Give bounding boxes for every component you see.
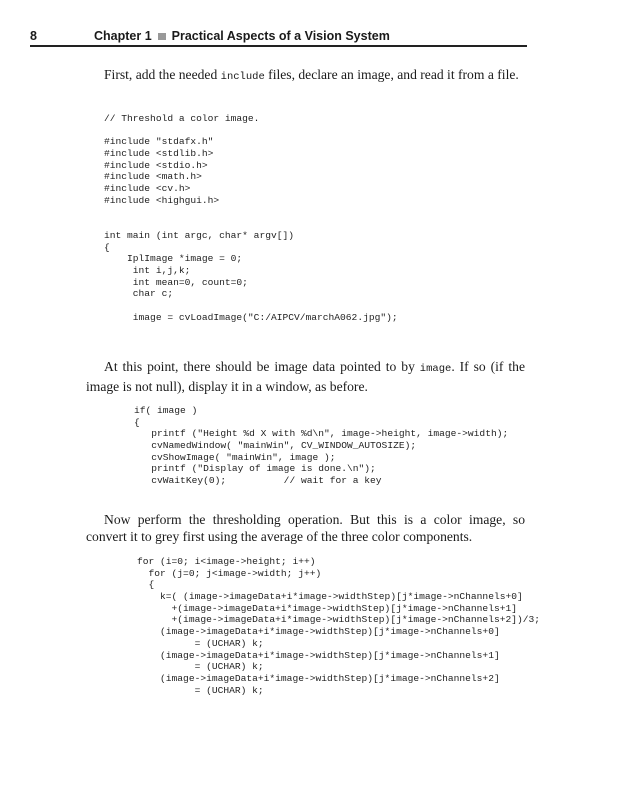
code-line: printf ("Display of image is done.\n"); (134, 463, 376, 475)
code-line (104, 218, 398, 230)
paragraph-2-text-before: At this point, there should be image data pointed to by (104, 359, 420, 374)
code-line: = (UCHAR) k; (137, 637, 264, 649)
code-line: image = cvLoadImage("C:/AIPCV/marchA062.jpg"); (104, 311, 398, 323)
code-line: cvNamedWindow( "mainWin", CV_WINDOW_AUTOSIZE); (134, 440, 417, 452)
code-block-3 (137, 556, 540, 696)
paragraph-1-text-after: files, declare an image, and read it from a file. (264, 67, 519, 82)
code-line: #include "stdafx.h" (104, 136, 214, 148)
code-line: { (134, 416, 140, 428)
paragraph-2 (86, 358, 525, 395)
code-line: // Threshold a color image. (104, 113, 260, 124)
code-line: int i,j,k; (104, 264, 191, 276)
code-line: = (UCHAR) k; (137, 684, 264, 696)
code-line: IplImage *image = 0; (104, 253, 243, 265)
code-block-2 (134, 405, 508, 487)
paragraph-3 (86, 511, 525, 545)
paragraph-2-text-after: . If so (if the image is not null), display it in a window, as before. (86, 359, 525, 394)
page-number: 8 (30, 29, 37, 43)
code-line: if( image ) (134, 405, 198, 416)
code-line: int mean=0, count=0; (104, 276, 248, 288)
inline-code-include: include (220, 71, 265, 83)
code-line: for (i=0; i<image->height; i++) (137, 556, 316, 567)
code-line: +(image->imageData+i*image->widthStep)[j*image->nChannels+1] (137, 602, 517, 614)
code-line: #include <stdlib.h> (104, 148, 214, 160)
code-line: printf ("Height %d X with %d\n", image->height, image->width); (134, 428, 509, 440)
paragraph-1 (86, 66, 525, 86)
code-line: char c; (104, 288, 174, 300)
code-line: cvShowImage( "mainWin", image ); (134, 451, 336, 463)
code-line: = (UCHAR) k; (137, 661, 264, 673)
code-line: { (137, 579, 155, 591)
chapter-heading (94, 29, 390, 43)
code-line: int main (int argc, char* argv[]) (104, 229, 294, 241)
code-line: #include <highgui.h> (104, 194, 220, 206)
code-block-1 (104, 113, 398, 323)
chapter-label: Chapter 1 (94, 29, 152, 43)
code-line: { (104, 241, 110, 253)
code-line: #include <cv.h> (104, 183, 191, 195)
paragraph-3-text: Now perform the thresholding operation. But this is a color image, so convert it to grey first using the average of the three color components. (86, 512, 525, 544)
header-rule (30, 45, 527, 47)
code-line: cvWaitKey(0); // wait for a key (134, 475, 382, 487)
code-line (104, 207, 398, 219)
code-line (104, 300, 398, 312)
code-line: k=( (image->imageData+i*image->widthStep)[j*image->nChannels+0] (137, 591, 523, 603)
paragraph-1-text-before: First, add the needed (104, 67, 221, 82)
code-line: #include <math.h> (104, 171, 202, 183)
code-line: (image->imageData+i*image->widthStep)[j*image->nChannels+2] (137, 672, 500, 684)
chapter-title: Practical Aspects of a Vision System (171, 29, 390, 43)
code-line (104, 125, 398, 137)
code-line: (image->imageData+i*image->widthStep)[j*image->nChannels+0] (137, 626, 500, 638)
code-line: (image->imageData+i*image->widthStep)[j*image->nChannels+1] (137, 649, 500, 661)
inline-code-image: image (419, 363, 452, 375)
separator-square-icon (158, 33, 166, 40)
code-line: +(image->imageData+i*image->widthStep)[j*image->nChannels+2])/3; (137, 614, 541, 626)
code-line: for (j=0; j<image->width; j++) (137, 567, 322, 579)
code-line: #include <stdio.h> (104, 159, 208, 171)
